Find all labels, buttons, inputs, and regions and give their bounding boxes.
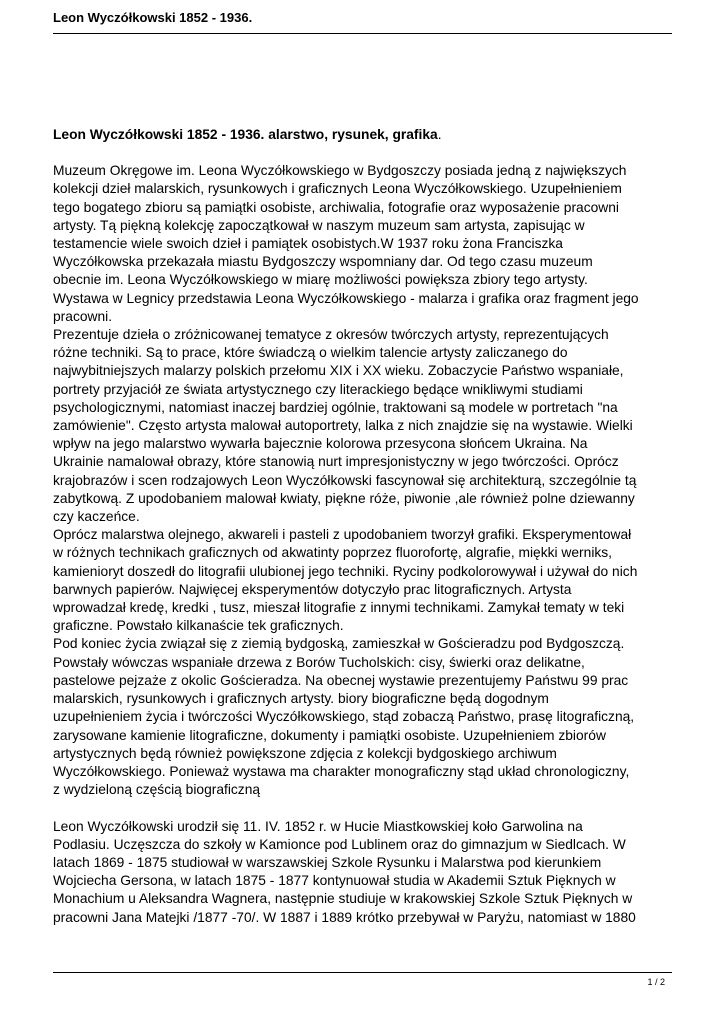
text-line: Wojciecha Gersona, w latach 1875 - 1877 kontynuował studia w Akademii Sztuk Pięknych w — [53, 873, 616, 889]
text-line: Wystawa w Legnicy przedstawia Leona Wyczółkowskiego - malarza i grafika oraz fragment jego — [53, 290, 639, 306]
page-number: 1 / 2 — [647, 977, 665, 987]
text-line: Monachium u Aleksandra Wagnera, następnie studiuje w krakowskiej Szkole Sztuk Pięknych w — [53, 891, 633, 907]
text-line: pracowni Jana Matejki /1877 -70/. W 1887 i 1889 krótko przebywał w Paryżu, natomiast w 1880 — [53, 909, 636, 925]
paragraph — [53, 818, 675, 927]
text-line: kamienioryt doszedł do litografii ulubionej jego techniki. Ryciny podkolorowywał i używał do nich — [53, 563, 638, 579]
text-line: latach 1869 - 1875 studiował w warszawskiej Szkole Rysunku i Malarstwa pod kierunkiem — [53, 854, 602, 870]
paragraph-gap — [53, 799, 675, 817]
running-header: Leon Wyczółkowski 1852 - 1936. — [53, 10, 253, 25]
text-line: barwnych papierów. Najwięcej eksperymentów dotyczyło prac litograficznych. Artysta — [53, 581, 572, 597]
text-line: kolekcji dzieł malarskich, rysunkowych i graficznych Leona Wyczółkowskiego. Uzupełnieniem — [53, 181, 622, 197]
document-body — [53, 126, 675, 927]
header-divider — [53, 33, 672, 34]
text-line: malarskich, rysunkowych i graficznych artysty. biory biograficzne będą dogodnym — [53, 691, 549, 707]
text-line: artysty. Tą piękną kolekcję zapoczątkował w naszym muzeum sam artysta, zapisując w — [53, 217, 585, 233]
text-line: Wyczółkowskiego. Ponieważ wystawa ma charakter monograficzny stąd układ chronologiczny, — [53, 763, 630, 779]
text-line: graficzne. Powstało kilkanaście tek graficznych. — [53, 618, 344, 634]
paragraph — [53, 162, 675, 799]
text-line: Podlasiu. Uczęszcza do szkoły w Kamionce pod Lublinem oraz do gimnazjum w Siedlcach. W — [53, 836, 626, 852]
text-line: Oprócz malarstwa olejnego, akwareli i pasteli z upodobaniem tworzył grafiki. Eksperymentował — [53, 527, 632, 543]
text-line: wprowadzał kredę, kredki , tusz, mieszał litografie z innymi technikami. Zamykał tematy w teki — [53, 600, 625, 616]
text-line: Prezentuje dzieła o zróżnicowanej tematyce z okresów twórczych artysty, reprezentujących — [53, 327, 609, 343]
text-line: testamencie wiele swoich dzieł i pamiątek osobistych.W 1937 roku żona Franciszka — [53, 236, 563, 252]
text-line: w różnych technikach graficznych od akwatinty poprzez fluorofortę, algrafie, miękki werniks, — [53, 545, 613, 561]
text-line: Ukrainie namalował obrazy, które stanowią nurt impresjonistyczny w jego twórczości. Oprócz — [53, 454, 619, 470]
text-line: Powstały wówczas wspaniałe drzewa z Borów Tucholskich: cisy, świerki oraz delikatne, — [53, 654, 585, 670]
text-line: zarysowane kamienie litograficzne, dokumenty i pamiątki osobiste. Uzupełnieniem zbiorów — [53, 727, 606, 743]
text-line: krajobrazów i scen rodzajowych Leon Wyczółkowski fascynował się architekturą, szczególnie tą — [53, 472, 637, 488]
text-line: z wydzieloną częścią biograficzną — [53, 782, 261, 798]
text-line: najwybitniejszych malarzy polskich przełomu XIX i XX wieku. Zobaczycie Państwo wspaniałe, — [53, 363, 624, 379]
text-line: Muzeum Okręgowe im. Leona Wyczółkowskiego w Bydgoszczy posiada jedną z największych — [53, 163, 627, 179]
text-line: zabytkową. Z upodobaniem malował kwiaty, piękne róże, piwonie ,ale również polne dziewanny — [53, 490, 635, 506]
text-line: wpływ na jego malarstwo wywarła bajecznie kolorowa przesycona słońcem Ukraina. Na — [53, 436, 588, 452]
document-title — [53, 126, 675, 144]
text-line: Pod koniec życia związał się z ziemią bydgoską, zamieszkał w Gościeradzu pod Bydgoszczą. — [53, 636, 625, 652]
text-line: obecnie im. Leona Wyczółkowskiego w miarę możliwości powiększa zbiory tego artysty. — [53, 272, 588, 288]
document-title-period: . — [437, 127, 442, 142]
text-line: pastelowe pejzaże z okolic Gościeradza. Na obecnej wystawie prezentujemy Państwu 99 prac — [53, 672, 629, 688]
paragraph-container — [53, 162, 675, 927]
text-line: pracowni. — [53, 308, 113, 324]
text-line: portrety przyjaciół ze świata artystycznego czy literackiego będące wnikliwymi studiami — [53, 381, 583, 397]
text-line: tego bogatego zbioru są pamiątki osobiste, archiwalia, fotografie oraz wyposażenie pracowni — [53, 199, 619, 215]
text-line: Leon Wyczółkowski urodził się 11. IV. 1852 r. w Hucie Miastkowskiej koło Garwolina na — [53, 818, 583, 834]
text-line: artystycznych będą również powiększone zdjęcia z kolekcji bydgoskiego archiwum — [53, 745, 557, 761]
text-line: czy kaczeńce. — [53, 509, 140, 525]
text-line: różne techniki. Są to prace, które świadczą o wielkim talencie artysty zaliczanego do — [53, 345, 568, 361]
text-line: zamówienie". Często artysta malował autoportrety, lalka z nich znajdzie się na wystawie. Wielki — [53, 418, 633, 434]
footer-divider — [53, 972, 672, 973]
text-line: uzupełnieniem życia i twórczości Wyczółkowskiego, stąd zobaczą Państwo, prasę litograficzną, — [53, 709, 635, 725]
text-line: psychologicznymi, natomiast inaczej bardziej ogólnie, traktowani są modele w portretach "na — [53, 399, 618, 415]
document-title-bold: Leon Wyczółkowski 1852 - 1936. alarstwo, rysunek, grafika — [53, 127, 438, 142]
text-line: Wyczółkowska przekazała miastu Bydgoszczy wspomniany dar. Od tego czasu muzeum — [53, 254, 593, 270]
